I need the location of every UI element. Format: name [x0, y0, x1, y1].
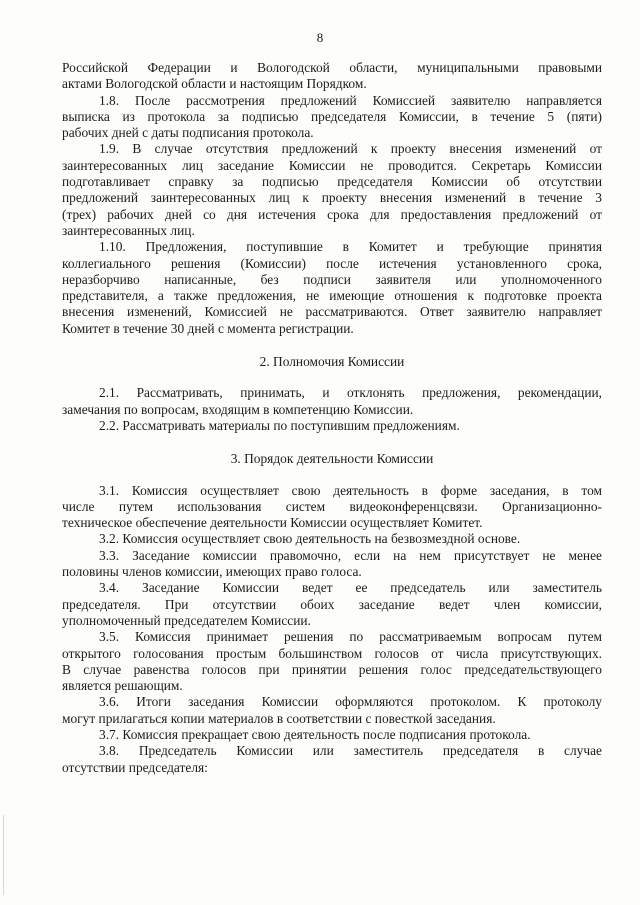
text-line: коллегиального решения (Комиссии) после истечения установленного срока,: [62, 255, 602, 271]
text-line: выписка из протокола за подписью председателя Комиссии, в течение 5 (пяти): [62, 108, 602, 124]
text-line: подготавливает справку за подписью председателя Комиссии об отсутствии: [62, 174, 602, 190]
paragraph: [62, 418, 602, 434]
text-line: уполномоченный председателем Комиссии.: [62, 612, 311, 628]
page-number: 8: [316, 30, 324, 45]
text-line: является решающим.: [62, 678, 183, 694]
text-line: В случае равенства голосов при принятии решения голос председательствующего: [62, 661, 602, 677]
text-line: предложений заинтересованных лиц к проекту внесения изменений в течение 3: [62, 190, 602, 206]
paragraph: [62, 727, 602, 743]
paragraph: [62, 93, 602, 142]
paragraph: [62, 385, 602, 418]
scan-edge-mark: [3, 815, 4, 895]
text-line: заинтересованных лиц заседание Комиссии не проводится. Секретарь Комиссии: [62, 157, 602, 173]
text-line: рабочих дней с даты подписания протокола.: [62, 125, 314, 141]
paragraph: [62, 580, 602, 629]
text-line: могут прилагаться копии материалов в соответствии с повесткой заседания.: [62, 710, 496, 726]
text-line: замечания по вопросам, входящим в компетенцию Комиссии.: [62, 401, 414, 417]
section-heading: 3. Порядок деятельности Комиссии: [230, 451, 434, 467]
text-line: открытого голосования простым большинством голосов от числа присутствующих.: [62, 645, 602, 661]
text-line: 1.8. После рассмотрения предложений Комиссией заявителю направляется: [99, 92, 602, 108]
text-line: 2.1. Рассматривать, принимать, и отклонять предложения, рекомендации,: [99, 385, 602, 401]
text-line: 3.1. Комиссия осуществляет свою деятельность в форме заседания, в том: [99, 482, 602, 498]
text-line: 3.3. Заседание комиссии правомочно, если на нем присутствует не менее: [99, 547, 602, 563]
text-line: 2.2. Рассматривать материалы по поступившим предложениям.: [99, 417, 460, 433]
text-line: 3.4. Заседание Комиссии ведет ее председатель или заместитель: [99, 580, 602, 596]
text-line: 1.9. В случае отсутствия предложений к проекту внесения изменений от: [99, 141, 602, 157]
paragraph: [62, 483, 602, 532]
text-line: 1.10. Предложения, поступившие в Комитет и требующие принятия: [99, 239, 602, 255]
document-body: [62, 60, 602, 776]
paragraph: [62, 548, 602, 581]
text-line: Комитет в течение 30 дней с момента регистрации.: [62, 320, 354, 336]
section-heading: 2. Полномочия Комиссии: [259, 354, 405, 370]
text-line: Российской Федерации и Вологодской области, муниципальными правовыми: [62, 60, 602, 75]
text-line: 3.2. Комиссия осуществляет свою деятельность на безвозмездной основе.: [99, 531, 521, 547]
section-spacer: [62, 468, 602, 483]
text-line: (трех) рабочих дней со дня истечения срока для предоставления предложений от: [62, 206, 602, 222]
section-spacer: [62, 434, 602, 451]
text-line: отсутствии председателя:: [62, 759, 208, 775]
section-spacer: [62, 370, 602, 385]
text-line: неразборчиво написанные, без подписи заявителя или уполномоченного: [62, 271, 602, 287]
paragraph: [62, 239, 602, 337]
text-line: 3.5. Комиссия принимает решения по рассматриваемым вопросам путем: [99, 629, 602, 645]
paragraph: [62, 531, 602, 547]
text-line: 3.8. Председатель Комиссии или заместитель председателя в случае: [99, 743, 602, 759]
text-line: числе путем использования систем видеоконференцсвязи. Организационно-: [62, 498, 602, 514]
text-line: председателя. При отсутствии обоих заседание ведет член комиссии,: [62, 596, 602, 612]
text-line: заинтересованных лиц.: [62, 222, 195, 238]
paragraph: [62, 694, 602, 727]
text-line: техническое обеспечение деятельности Комиссии осуществляет Комитет.: [62, 515, 483, 531]
text-line: актами Вологодской области и настоящим Порядком.: [62, 76, 367, 92]
paragraph: [62, 743, 602, 776]
text-line: 3.6. Итоги заседания Комиссии оформляются протоколом. К протоколу: [99, 694, 602, 710]
text-line: внесения изменений, Комиссией не рассматриваются. Ответ заявителю направляет: [62, 304, 602, 320]
paragraph: [62, 60, 602, 93]
text-line: половины членов комиссии, имеющих право голоса.: [62, 564, 362, 580]
section-spacer: [62, 337, 602, 354]
paragraph: [62, 141, 602, 239]
text-line: представителя, а также предложения, не имеющие отношения к подготовке проекта: [62, 288, 602, 304]
text-line: 3.7. Комиссия прекращает свою деятельность после подписания протокола.: [99, 726, 531, 742]
paragraph: [62, 629, 602, 694]
